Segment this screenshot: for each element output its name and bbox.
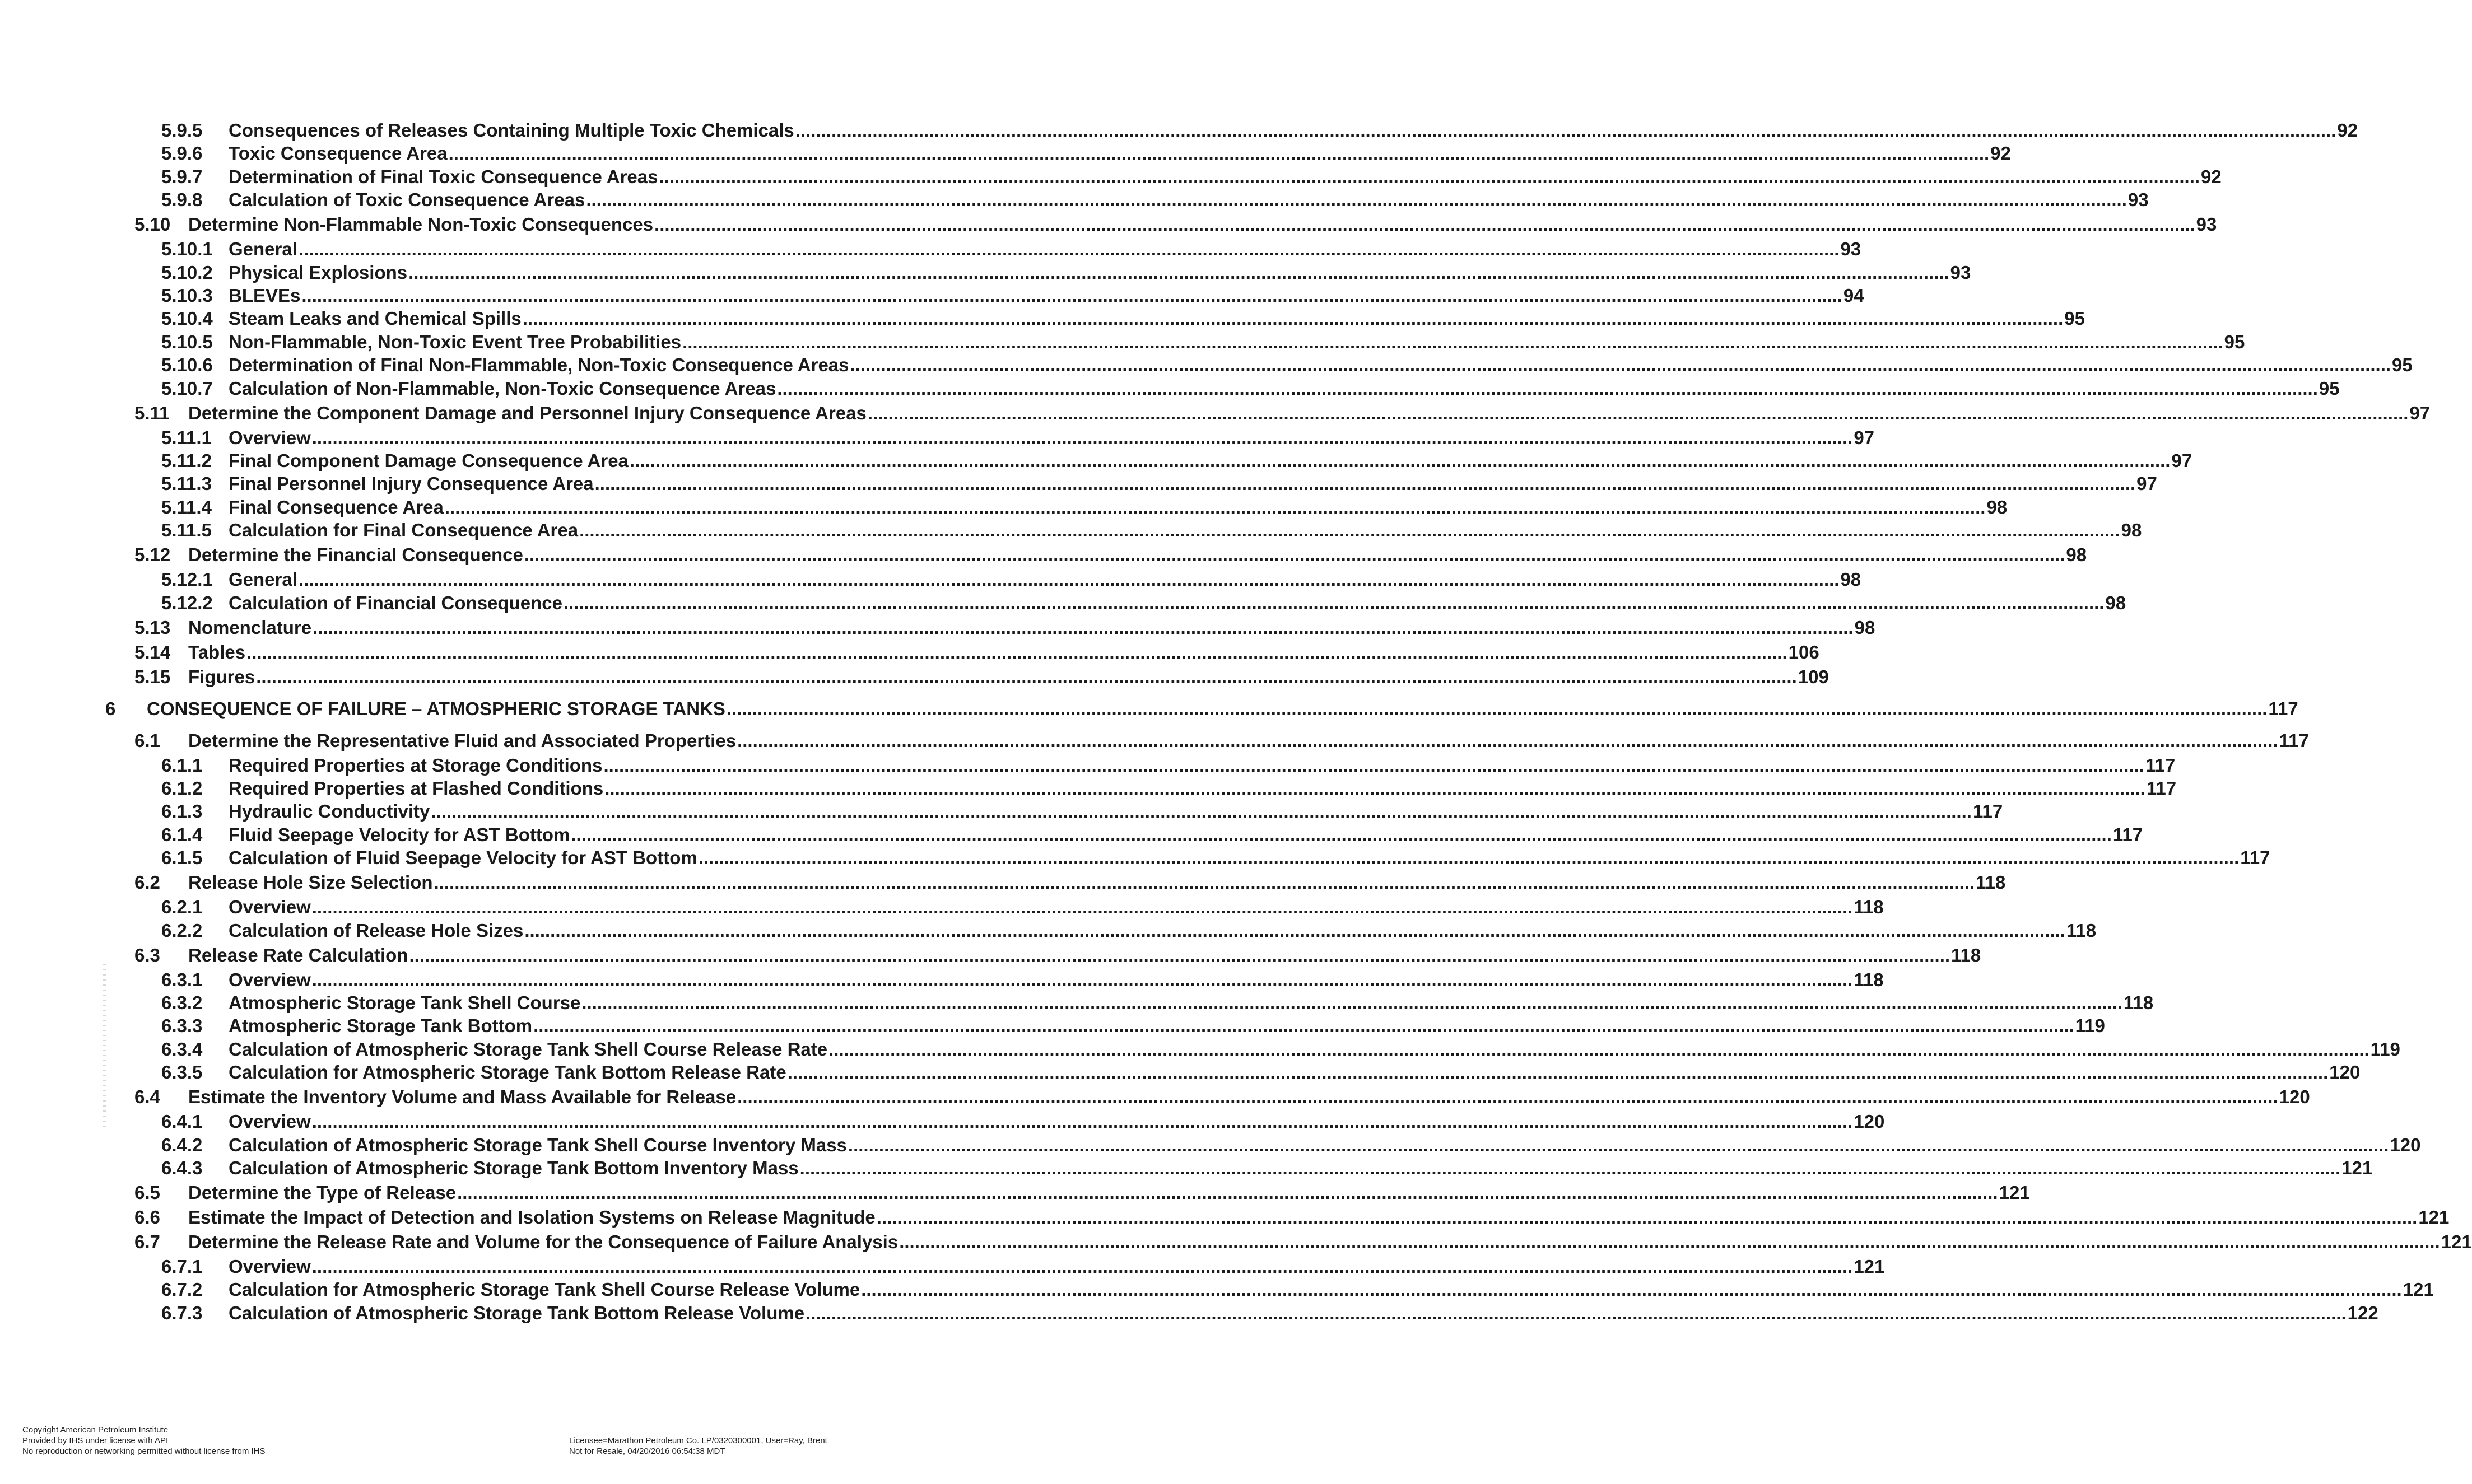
toc-entry-number: 5.11.5	[161, 520, 212, 540]
toc-entry[interactable]	[161, 1302, 2378, 1324]
toc-dot-leader: ............................................................................................................................................................................................................................................................................................................	[876, 1207, 2418, 1228]
toc-dot-leader: ............................................................................................................................................................................................................................................................................................................	[522, 308, 2064, 329]
toc-entry[interactable]	[161, 189, 2149, 211]
toc-entry[interactable]	[134, 666, 1829, 688]
toc-dot-leader: ............................................................................................................................................................................................................................................................................................................	[867, 403, 2409, 423]
toc-entry-page: 117	[2112, 824, 2143, 845]
toc-entry-number: 6.3.1	[161, 969, 203, 990]
toc-entry[interactable]	[161, 568, 1861, 591]
toc-entry-number: 6.1.3	[161, 801, 203, 822]
toc-entry-page: 97	[1854, 427, 1875, 448]
toc-dot-leader: ............................................................................................................................................................................................................................................................................................................	[806, 1303, 2347, 1323]
toc-entry-page: 98	[1854, 617, 1875, 638]
toc-entry-title: CONSEQUENCE OF FAILURE – ATMOSPHERIC STORAGE TANKS	[147, 698, 725, 719]
toc-entry-title: Physical Explosions	[229, 262, 408, 283]
toc-dot-leader: ............................................................................................................................................................................................................................................................................................................	[850, 354, 2391, 375]
footer-license	[569, 1435, 827, 1457]
toc-entry-number: 5.11.2	[161, 450, 212, 471]
toc-entry[interactable]	[161, 969, 1884, 991]
toc-entry-number: 5.10.3	[161, 285, 213, 306]
toc-dot-leader: ............................................................................................................................................................................................................................................................................................................	[563, 592, 2105, 613]
toc-entry-page: 94	[1843, 285, 1864, 306]
toc-entry-title: Final Personnel Injury Consequence Area	[229, 473, 594, 494]
toc-dot-leader: ............................................................................................................................................................................................................................................................................................................	[603, 755, 2144, 776]
toc-entry-page: 106	[1788, 642, 1819, 662]
toc-dot-leader: ............................................................................................................................................................................................................................................................................................................	[828, 1039, 2369, 1060]
footer-line: Licensee=Marathon Petroleum Co. LP/0320300001, User=Ray, Brent	[569, 1436, 827, 1445]
toc-entry-title: Atmospheric Storage Tank Shell Course	[229, 992, 581, 1013]
toc-entry-title: Calculation for Final Consequence Area	[229, 520, 579, 540]
toc-entry[interactable]	[161, 754, 2176, 777]
toc-entry-title: General	[229, 239, 297, 259]
toc-entry[interactable]	[134, 641, 1819, 664]
toc-entry-title: Calculation of Atmospheric Storage Tank Shell Course Release Rate	[229, 1039, 828, 1060]
toc-entry-title: Required Properties at Storage Conditions	[229, 755, 603, 776]
toc-entry[interactable]	[161, 992, 2154, 1014]
toc-entry-number: 5.10.1	[161, 239, 213, 259]
toc-entry-page: 120	[2279, 1086, 2310, 1107]
toc-entry-number: 6.6	[134, 1207, 160, 1228]
toc-entry-page: 121	[2441, 1231, 2472, 1252]
toc-entry-number: 6.1.2	[161, 778, 203, 799]
toc-entry[interactable]	[105, 698, 2298, 720]
toc-entry-number: 5.10.5	[161, 332, 213, 352]
toc-entry-page: 98	[1986, 497, 2008, 517]
toc-entry-number: 6.7.2	[161, 1279, 203, 1300]
toc-entry-title: Calculation of Non-Flammable, Non-Toxic Consequence Areas	[229, 378, 776, 399]
toc-entry-page: 117	[2145, 755, 2176, 776]
toc-entry[interactable]	[161, 142, 2011, 165]
toc-entry-page: 119	[2370, 1039, 2400, 1060]
toc-entry-title: Overview	[229, 1111, 311, 1132]
toc-entry[interactable]	[134, 1206, 2450, 1229]
footer-line: No reproduction or networking permitted without license from IHS	[22, 1446, 266, 1456]
toc-entry-number: 5.11.1	[161, 427, 212, 448]
toc-entry-number: 6.3	[134, 945, 160, 965]
toc-dot-leader: ............................................................................................................................................................................................................................................................................................................	[301, 285, 1842, 306]
toc-entry-title: BLEVEs	[229, 285, 301, 306]
footer-copyright	[22, 1425, 266, 1457]
toc-entry-title: Fluid Seepage Velocity for AST Bottom	[229, 824, 570, 845]
toc-entry-page: 122	[2347, 1303, 2378, 1323]
toc-entry-number: 6.3.3	[161, 1015, 203, 1036]
toc-dot-leader: ............................................................................................................................................................................................................................................................................................................	[311, 1256, 1853, 1277]
toc-dot-leader: ............................................................................................................................................................................................................................................................................................................	[795, 120, 2336, 141]
toc-entry[interactable]	[134, 944, 1981, 967]
toc-dot-leader: ............................................................................................................................................................................................................................................................................................................	[533, 1015, 2074, 1036]
toc-entry[interactable]	[161, 496, 2008, 519]
toc-entry-number: 5.15	[134, 666, 171, 687]
toc-entry-page: 93	[1840, 239, 1861, 259]
toc-dot-leader: ............................................................................................................................................................................................................................................................................................................	[787, 1062, 2329, 1082]
toc-entry-page: 119	[2075, 1015, 2105, 1036]
toc-entry-title: Calculation of Atmospheric Storage Tank Bottom Inventory Mass	[229, 1158, 799, 1178]
toc-entry-page: 98	[1840, 569, 1861, 590]
toc-entry-page: 120	[2390, 1135, 2421, 1155]
toc-entry-number: 6.1.1	[161, 755, 203, 776]
toc-entry-page: 118	[2123, 992, 2154, 1013]
toc-entry-page: 98	[2121, 520, 2142, 540]
toc-entry[interactable]	[161, 377, 2340, 400]
toc-entry-number: 5.10.6	[161, 354, 213, 375]
toc-entry-page: 118	[2066, 920, 2097, 941]
toc-entry-number: 6.2	[134, 872, 160, 893]
toc-dot-leader: ............................................................................................................................................................................................................................................................................................................	[448, 143, 1990, 164]
toc-entry[interactable]	[161, 354, 2413, 376]
toc-entry[interactable]	[161, 824, 2143, 846]
toc-entry[interactable]	[161, 450, 2192, 472]
toc-entry-title: Release Rate Calculation	[188, 945, 408, 965]
toc-entry-page: 92	[1990, 143, 2011, 164]
toc-entry-title: Overview	[229, 1256, 311, 1277]
toc-dot-leader: ............................................................................................................................................................................................................................................................................................................	[311, 1111, 1853, 1132]
toc-dot-leader: ............................................................................................................................................................................................................................................................................................................	[524, 920, 2065, 941]
toc-entry-title: Overview	[229, 897, 311, 917]
toc-entry-number: 5.10.4	[161, 308, 213, 329]
toc-entry-page: 121	[2418, 1207, 2450, 1228]
toc-entry-number: 5.11	[134, 403, 170, 423]
toc-entry[interactable]	[134, 871, 2006, 894]
toc-dot-leader: ............................................................................................................................................................................................................................................................................................................	[682, 332, 2223, 352]
toc-entry-number: 6.4.1	[161, 1111, 203, 1132]
toc-dot-leader: ............................................................................................................................................................................................................................................................................................................	[256, 666, 1797, 687]
toc-entry-title: Overview	[229, 427, 311, 448]
toc-dot-leader: ............................................................................................................................................................................................................................................................................................................	[313, 617, 1854, 638]
toc-entry-title: Calculation of Financial Consequence	[229, 592, 562, 613]
toc-entry-title: Determine Non-Flammable Non-Toxic Consequences	[188, 214, 654, 235]
toc-entry-number: 5.12.2	[161, 592, 213, 613]
toc-entry-page: 118	[1951, 945, 1981, 965]
toc-entry-number: 5.14	[134, 642, 171, 662]
toc-entry-page: 98	[2105, 592, 2126, 613]
toc-dot-leader: ............................................................................................................................................................................................................................................................................................................	[726, 698, 2268, 719]
toc-entry-page: 98	[2066, 544, 2087, 565]
toc-entry-number: 6.2.2	[161, 920, 203, 941]
toc-entry[interactable]	[161, 777, 2177, 800]
toc-entry-number: 5.10	[134, 214, 171, 235]
toc-dot-leader: ............................................................................................................................................................................................................................................................................................................	[737, 730, 2278, 751]
toc-entry-page: 117	[2279, 730, 2309, 751]
toc-entry[interactable]	[134, 617, 1875, 639]
toc-entry-title: Calculation of Toxic Consequence Areas	[229, 189, 585, 210]
toc-dot-leader: ............................................................................................................................................................................................................................................................................................................	[434, 872, 1975, 893]
toc-entry-title: Toxic Consequence Area	[229, 143, 448, 164]
toc-dot-leader: ............................................................................................................................................................................................................................................................................................................	[604, 778, 2145, 799]
toc-entry-number: 6.5	[134, 1182, 160, 1203]
toc-dot-leader: ............................................................................................................................................................................................................................................................................................................	[737, 1086, 2278, 1107]
toc-entry[interactable]	[161, 1256, 1885, 1278]
toc-entry-number: 6.1.5	[161, 847, 203, 868]
toc-dot-leader: ............................................................................................................................................................................................................................................................................................................	[629, 450, 2171, 471]
toc-entry-page: 117	[2240, 847, 2270, 868]
toc-entry-title: Calculation of Atmospheric Storage Tank Bottom Release Volume	[229, 1303, 805, 1323]
toc-entry-title: Determine the Release Rate and Volume for the Consequence of Failure Analysis	[188, 1231, 899, 1252]
toc-entry-number: 6.4.2	[161, 1135, 203, 1155]
toc-entry-number: 6	[105, 698, 116, 719]
footer-line: Not for Resale, 04/20/2016 06:54:38 MDT	[569, 1446, 725, 1456]
toc-dot-leader: ............................................................................................................................................................................................................................................................................................................	[298, 239, 1840, 259]
toc-entry-title: Determine the Financial Consequence	[188, 544, 523, 565]
toc-entry-title: Determine the Type of Release	[188, 1182, 457, 1203]
toc-entry-page: 93	[1950, 262, 1971, 283]
toc-entry[interactable]	[134, 1086, 2310, 1108]
toc-dot-leader: ............................................................................................................................................................................................................................................................................................................	[861, 1279, 2402, 1300]
toc-entry-number: 6.1	[134, 730, 160, 751]
toc-entry[interactable]	[161, 473, 2157, 495]
toc-entry-title: Estimate the Inventory Volume and Mass Available for Release	[188, 1086, 737, 1107]
toc-entry-title: Final Component Damage Consequence Area	[229, 450, 629, 471]
toc-entry-title: Calculation of Atmospheric Storage Tank Shell Course Inventory Mass	[229, 1135, 847, 1155]
toc-entry-page: 121	[2403, 1279, 2434, 1300]
toc-dot-leader: ............................................................................................................................................................................................................................................................................................................	[899, 1231, 2440, 1252]
toc-dot-leader: ............................................................................................................................................................................................................................................................................................................	[524, 544, 2065, 565]
toc-entry-title: Final Consequence Area	[229, 497, 444, 517]
toc-entry-number: 6.2.1	[161, 897, 203, 917]
toc-entry-title: Tables	[188, 642, 246, 662]
toc-entry-number: 5.9.7	[161, 166, 203, 187]
toc-entry-number: 5.9.5	[161, 120, 203, 141]
toc-entry-page: 117	[2146, 778, 2177, 799]
toc-entry-title: Hydraulic Conductivity	[229, 801, 430, 822]
toc-entry-number: 5.11.3	[161, 473, 212, 494]
toc-entry-page: 120	[2329, 1062, 2361, 1082]
toc-dot-leader: ............................................................................................................................................................................................................................................................................................................	[581, 992, 2122, 1013]
toc-entry-number: 6.3.4	[161, 1039, 203, 1060]
toc-entry-number: 5.9.6	[161, 143, 203, 164]
toc-entry-page: 97	[2136, 473, 2157, 494]
toc-dot-leader: ............................................................................................................................................................................................................................................................................................................	[586, 189, 2127, 210]
toc-dot-leader: ............................................................................................................................................................................................................................................................................................................	[848, 1135, 2389, 1155]
toc-entry[interactable]	[161, 1015, 2105, 1037]
toc-entry[interactable]	[161, 896, 1884, 918]
toc-entry-title: Overview	[229, 969, 311, 990]
toc-entry[interactable]	[161, 1038, 2400, 1061]
toc-entry-page: 95	[2064, 308, 2085, 329]
toc-entry[interactable]	[134, 730, 2309, 752]
toc-entry-title: Required Properties at Flashed Conditions	[229, 778, 604, 799]
toc-entry-title: Nomenclature	[188, 617, 312, 638]
toc-entry[interactable]	[161, 307, 2085, 330]
toc-entry[interactable]	[161, 1134, 2421, 1156]
toc-entry-page: 121	[1854, 1256, 1885, 1277]
toc-entry-page: 92	[2337, 120, 2358, 141]
toc-entry[interactable]	[161, 119, 2358, 142]
toc-entry-page: 117	[2268, 698, 2298, 719]
toc-entry-number: 6.7.3	[161, 1303, 203, 1323]
toc-entry[interactable]	[161, 592, 2126, 614]
toc-entry-number: 5.12.1	[161, 569, 213, 590]
toc-entry-page: 95	[2224, 332, 2245, 352]
toc-entry-number: 5.12	[134, 544, 171, 565]
toc-entry-page: 97	[2409, 403, 2431, 423]
toc-entry[interactable]	[161, 800, 2003, 823]
toc-entry-page: 120	[1854, 1111, 1885, 1132]
toc-entry-title: Calculation of Release Hole Sizes	[229, 920, 524, 941]
toc-entry[interactable]	[161, 1110, 1885, 1133]
toc-entry[interactable]	[161, 519, 2142, 542]
toc-entry-title: General	[229, 569, 297, 590]
footer-line: Provided by IHS under license with API	[22, 1436, 169, 1445]
toc-entry-page: 118	[1854, 969, 1884, 990]
toc-dot-leader: ............................................................................................................................................................................................................................................................................................................	[654, 214, 2195, 235]
toc-entry[interactable]	[161, 166, 2222, 188]
toc-entry-page: 118	[1976, 872, 2006, 893]
toc-entry-title: Determine the Component Damage and Personnel Injury Consequence Areas	[188, 403, 867, 423]
toc-entry-title: Non-Flammable, Non-Toxic Event Tree Probabilities	[229, 332, 682, 352]
toc-dot-leader: ............................................................................................................................................................................................................................................................................................................	[408, 262, 1949, 283]
toc-entry-page: 117	[1972, 801, 2003, 822]
toc-entry-title: Consequences of Releases Containing Multiple Toxic Chemicals	[229, 120, 794, 141]
toc-dot-leader: ............................................................................................................................................................................................................................................................................................................	[246, 642, 1787, 662]
toc-entry[interactable]	[161, 1061, 2361, 1084]
toc-entry[interactable]	[134, 213, 2217, 236]
toc-entry-number: 6.3.2	[161, 992, 203, 1013]
toc-entry[interactable]	[161, 331, 2245, 353]
toc-entry[interactable]	[161, 284, 1864, 307]
toc-entry-page: 93	[2127, 189, 2149, 210]
toc-entry-number: 5.13	[134, 617, 171, 638]
scan-artifact	[103, 964, 106, 1127]
toc-entry[interactable]	[161, 238, 1861, 260]
toc-dot-leader: ............................................................................................................................................................................................................................................................................................................	[444, 497, 1986, 517]
toc-entry[interactable]	[161, 262, 1971, 284]
toc-entry-number: 5.10.7	[161, 378, 213, 399]
toc-entry[interactable]	[161, 847, 2270, 869]
toc-dot-leader: ............................................................................................................................................................................................................................................................................................................	[579, 520, 2120, 540]
toc-dot-leader: ............................................................................................................................................................................................................................................................................................................	[659, 166, 2200, 187]
toc-entry-title: Estimate the Impact of Detection and Isolation Systems on Release Magnitude	[188, 1207, 876, 1228]
toc-dot-leader: ............................................................................................................................................................................................................................................................................................................	[571, 824, 2112, 845]
toc-entry-title: Determination of Final Non-Flammable, Non-Toxic Consequence Areas	[229, 354, 849, 375]
toc-entry-number: 6.7.1	[161, 1256, 203, 1277]
toc-entry-title: Determine the Representative Fluid and Associated Properties	[188, 730, 737, 751]
toc-entry-page: 121	[2341, 1158, 2373, 1178]
toc-dot-leader: ............................................................................................................................................................................................................................................................................................................	[311, 897, 1853, 917]
toc-entry-number: 6.1.4	[161, 824, 203, 845]
toc-entry-title: Calculation of Fluid Seepage Velocity for AST Bottom	[229, 847, 697, 868]
toc-entry-number: 6.7	[134, 1231, 160, 1252]
toc-entry-title: Calculation for Atmospheric Storage Tank Shell Course Release Volume	[229, 1279, 860, 1300]
toc-entry-page: 109	[1798, 666, 1829, 687]
toc-dot-leader: ............................................................................................................................................................................................................................................................................................................	[311, 969, 1853, 990]
toc-entry-page: 118	[1854, 897, 1884, 917]
toc-dot-leader: ............................................................................................................................................................................................................................................................................................................	[409, 945, 1950, 965]
toc-entry-number: 5.10.2	[161, 262, 213, 283]
toc-dot-leader: ............................................................................................................................................................................................................................................................................................................	[799, 1158, 2341, 1178]
toc-entry-page: 92	[2201, 166, 2222, 187]
toc-entry[interactable]	[134, 402, 2431, 424]
toc-dot-leader: ............................................................................................................................................................................................................................................................................................................	[298, 569, 1840, 590]
footer-line: Copyright American Petroleum Institute	[22, 1425, 169, 1435]
toc-entry-title: Atmospheric Storage Tank Bottom	[229, 1015, 533, 1036]
toc-dot-leader: ............................................................................................................................................................................................................................................................................................................	[431, 801, 1972, 822]
toc-entry[interactable]	[161, 920, 2097, 942]
toc-entry[interactable]	[161, 1278, 2434, 1301]
toc-entry-page: 93	[2196, 214, 2217, 235]
toc-entry-number: 6.3.5	[161, 1062, 203, 1082]
toc-dot-leader: ............................................................................................................................................................................................................................................................................................................	[457, 1182, 1998, 1203]
toc-entry-page: 97	[2171, 450, 2192, 471]
toc-dot-leader: ............................................................................................................................................................................................................................................................................................................	[698, 847, 2240, 868]
toc-entry[interactable]	[134, 544, 2087, 566]
toc-entry-page: 95	[2319, 378, 2340, 399]
toc-dot-leader: ............................................................................................................................................................................................................................................................................................................	[777, 378, 2318, 399]
toc-entry-number: 5.11.4	[161, 497, 212, 517]
toc-entry-title: Release Hole Size Selection	[188, 872, 433, 893]
toc-dot-leader: ............................................................................................................................................................................................................................................................................................................	[311, 427, 1853, 448]
toc-entry-number: 6.4	[134, 1086, 160, 1107]
toc-entry-number: 6.4.3	[161, 1158, 203, 1178]
toc-entry[interactable]	[134, 1231, 2472, 1253]
toc-dot-leader: ............................................................................................................................................................................................................................................................................................................	[594, 473, 2136, 494]
toc-entry-page: 121	[1999, 1182, 2030, 1203]
toc-entry-title: Calculation for Atmospheric Storage Tank Bottom Release Rate	[229, 1062, 786, 1082]
toc-entry[interactable]	[161, 1157, 2373, 1179]
toc-entry[interactable]	[134, 1182, 2030, 1204]
toc-entry-title: Figures	[188, 666, 255, 687]
toc-entry-number: 5.9.8	[161, 189, 203, 210]
toc-entry-title: Determination of Final Toxic Consequence Areas	[229, 166, 658, 187]
toc-entry-title: Steam Leaks and Chemical Spills	[229, 308, 522, 329]
toc-entry[interactable]	[161, 427, 1875, 449]
toc-entry-page: 95	[2392, 354, 2413, 375]
